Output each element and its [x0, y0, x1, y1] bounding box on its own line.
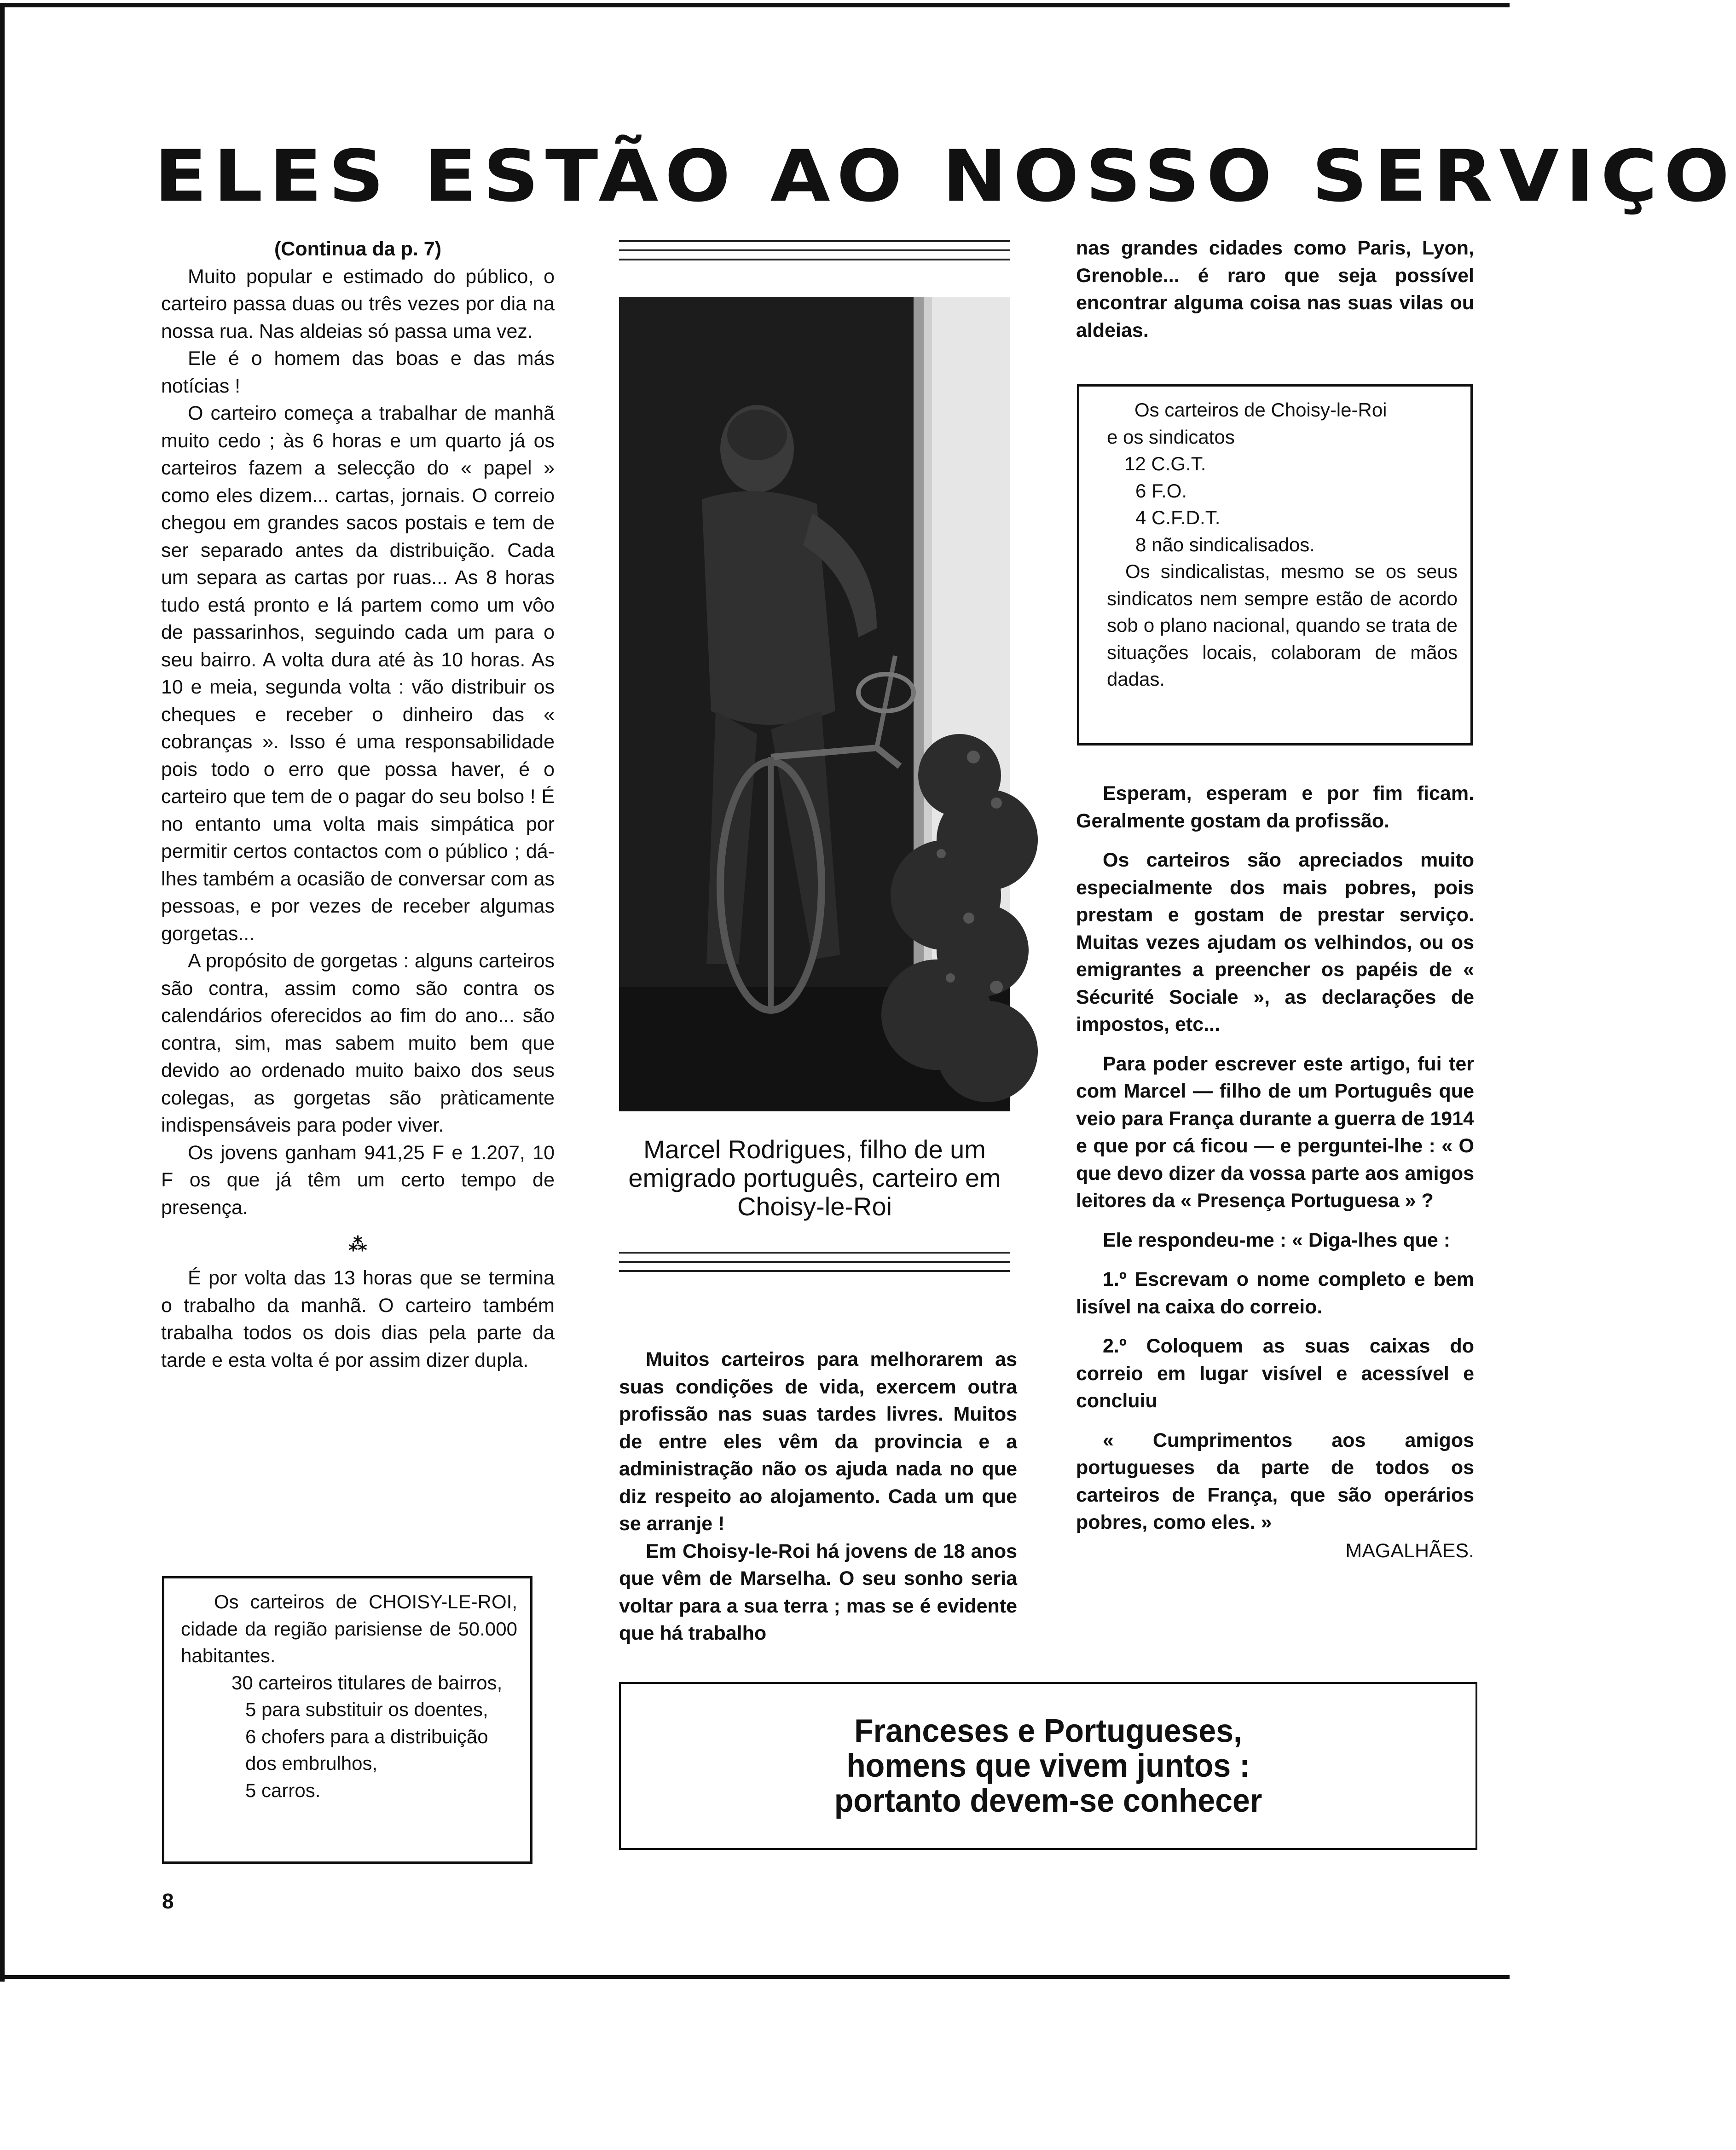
page-number: 8 [162, 1889, 174, 1913]
page-border-left [0, 3, 5, 1982]
box-item: 6 chofers para a distribuição dos embrulhos, [245, 1725, 488, 1774]
box-paragraph: Os sindicalistas, mesmo se os seus sindicatos nem sempre estão de acordo sob o plano nacional, quando se trata de situações locais, colaboram de mãos dadas. [1107, 561, 1458, 690]
right-column-text [1076, 780, 1474, 1565]
left-column [161, 236, 555, 1374]
paragraph: O carteiro começa a trabalhar de manhã muito cedo ; às 6 horas e um quarto já os carteiros fazem a selecção do « papel » como eles dizem... cartas, jornais. O correio chegou em grandes sacos postais e tem de ser separado antes da distribuição. Cada um separa as cartas por ruas... As 8 horas tudo está pronto e lá partem como um vôo de passarinhos, seguindo cada um para o seu bairro. A volta dura até às 10 horas. As 10 e meia, segunda volta : vão distribuir os cheques e receber o dinheiro das « cobranças ». Isso é uma responsabilidade pois todo o erro que possa haver, é o carteiro que tem de o pagar do seu bolso ! É no entanto uma volta mais simpática por permitir certos contactos com o público ; dá-lhes também a ocasião de conversar com as pessoas, e por vezes de receber algumas gorgetas... [161, 402, 555, 945]
paragraph: Ele é o homem das boas e das más notícias ! [161, 347, 555, 397]
paragraph: Muitos carteiros para melhorarem as suas condições de vida, exercem outra profissão nas suas tardes livres. Muitos de entre eles vêm da provincia e a administração não os ajuda nada no que diz respeito ao alojamento. Cada um que se arranje ! [619, 1348, 1017, 1535]
paragraph: Muito popular e estimado do público, o carteiro passa duas ou três vezes por dia na nossa rua. Nas aldeias só passa uma vez. [161, 265, 555, 342]
photo-illustration [619, 297, 1010, 1111]
slogan-line: Franceses e Portugueses, [854, 1712, 1242, 1750]
paragraph: « Cumprimentos aos amigos portugueses da parte de todos os carteiros de França, que são operários pobres, como eles. » [1076, 1429, 1474, 1533]
page-border-top [0, 3, 1510, 7]
photo-marcel-rodrigues [619, 297, 1010, 1111]
middle-column-text [619, 1346, 1017, 1647]
page-border-bottom [0, 1975, 1510, 1979]
box-line: 12 C.G.T. [1124, 453, 1206, 474]
paragraph: nas grandes cidades como Paris, Lyon, Grenoble... é raro que seja possível encontrar alguma coisa nas suas vilas ou aldeias. [1076, 237, 1474, 341]
author-signature: MAGALHÃES. [1345, 1539, 1474, 1562]
right-column-top [1076, 235, 1474, 344]
box-item: 30 carteiros titulares de bairros, [231, 1671, 503, 1693]
section-separator-stars: ⁂ [348, 1235, 367, 1255]
slogan-line: portanto devem-se conhecer [834, 1782, 1262, 1819]
paragraph: Ele respondeu-me : « Diga-lhes que : [1103, 1229, 1451, 1251]
box-line: Os carteiros de Choisy-le-Roi [1134, 399, 1387, 421]
paragraph: Os jovens ganham 941,25 F e 1.207, 10 F os que já têm um certo tempo de presença. [161, 1141, 555, 1219]
box-line: e os sindicatos [1107, 426, 1235, 448]
decorative-rules-top [619, 240, 1010, 268]
paragraph: Esperam, esperam e por fim ficam. Geralmente gostam da profissão. [1076, 782, 1474, 832]
paragraph: A propósito de gorgetas : alguns carteiros são contra, assim como são contra os calendários oferecidos ao fim do ano... são contra, sim, mas sabem muito bem que devido ao ordenado muito baixo dos seus colegas, as gorgetas são pràticamente indispensáveis para poder viver. [161, 950, 555, 1136]
sindicatos-box [1077, 384, 1473, 746]
box-item: 5 para substituir os doentes, [245, 1699, 488, 1720]
paragraph: Para poder escrever este artigo, fui ter com Marcel — filho de um Português que veio para França durante a guerra de 1914 e que por cá ficou — e perguntei-lhe : « O que devo dizer da vossa parte aos amigos leitores da « Presença Portuguesa » ? [1076, 1052, 1474, 1212]
photo-caption: Marcel Rodrigues, filho de um emigrado português, carteiro em Choisy-le-Roi [628, 1135, 1001, 1221]
paragraph: É por volta das 13 horas que se termina o trabalho da manhã. O carteiro também trabalha todos os dois dias pela parte da tarde e esta volta é por assim dizer dupla. [161, 1267, 555, 1371]
slogan-box [619, 1682, 1477, 1850]
paragraph: 2.º Coloquem as suas caixas do correio em lugar visível e acessível e concluiu [1076, 1335, 1474, 1412]
article-headline: ELES ESTÃO AO NOSSO SERVIÇO [154, 134, 1736, 218]
box-line: 6 F.O. [1135, 480, 1187, 502]
decorative-rules-middle [619, 1252, 1010, 1279]
box-intro: Os carteiros de CHOISY-LE-ROI, cidade da região parisiense de 50.000 habitantes. [181, 1591, 517, 1666]
slogan-line: homens que vivem juntos : [846, 1747, 1250, 1784]
box-line: 8 não sindicalisados. [1135, 533, 1315, 555]
paragraph: Os carteiros são apreciados muito especialmente dos mais pobres, pois prestam e gostam de prestar serviço. Muitas vezes ajudam os velhindos, ou os emigrantes a preencher os papéis de « Sécurité Sociale », as declarações de impostos, etc... [1076, 849, 1474, 1035]
continued-from-note: (Continua da p. 7) [274, 238, 442, 260]
paragraph: 1.º Escrevam o nome completo e bem lisível na caixa do correio. [1076, 1268, 1474, 1318]
box-item: 5 carros. [245, 1779, 321, 1801]
paragraph: Em Choisy-le-Roi há jovens de 18 anos que vêm de Marselha. O seu sonho seria voltar para a sua terra ; mas se é evidente que há trabalho [619, 1540, 1017, 1644]
carteiros-stats-box [162, 1576, 532, 1864]
box-line: 4 C.F.D.T. [1135, 507, 1221, 528]
